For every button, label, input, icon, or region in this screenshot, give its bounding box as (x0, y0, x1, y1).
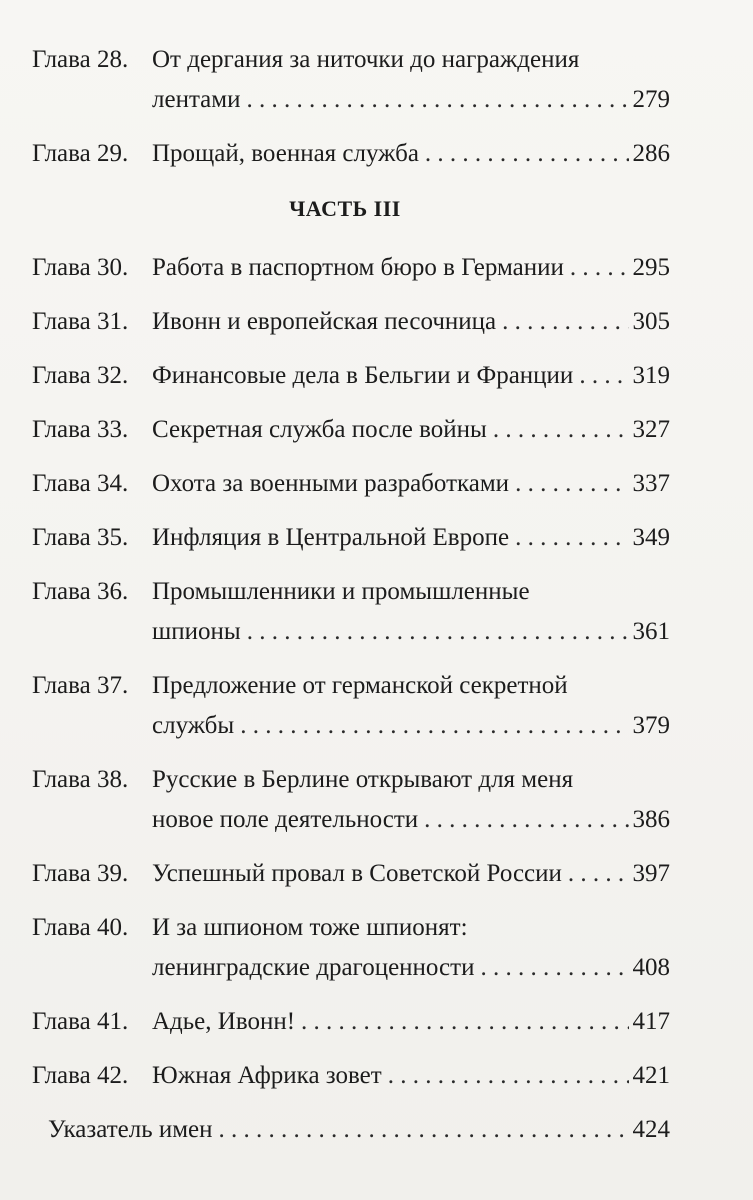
dot-leader (425, 134, 629, 174)
entry-title: шпионы (152, 618, 241, 645)
page-number: 386 (632, 806, 670, 833)
page-number: 295 (632, 254, 670, 281)
chapter-label: Глава 30. (32, 254, 129, 281)
entry-title: Прощай, военная служба (152, 140, 419, 167)
chapter-label: Глава 29. (32, 140, 129, 167)
page-number: 337 (632, 470, 670, 497)
entry-title: Указатель имен (48, 1116, 213, 1143)
dot-leader (219, 1110, 629, 1150)
dot-leader (480, 948, 628, 988)
entry-title: Секретная служба после войны (152, 416, 487, 443)
dot-leader (502, 302, 628, 342)
page-number: 279 (632, 86, 670, 113)
entry-title: ленинградские драгоценности (152, 954, 475, 981)
chapter-label: Глава 32. (32, 362, 129, 389)
page-number: 397 (632, 860, 670, 887)
entry-title: Адье, Ивонн! (152, 1008, 296, 1035)
dot-leader (568, 854, 629, 894)
dot-leader (515, 518, 628, 558)
entry-title: Ивонн и европейская песочница (152, 308, 497, 335)
page-number: 327 (632, 416, 670, 443)
entry-title: Работа в паспортном бюро в Германии (152, 254, 564, 281)
chapter-label: Глава 31. (32, 308, 129, 335)
dot-leader (246, 80, 628, 120)
page-number: 424 (632, 1116, 670, 1143)
page-number: 408 (632, 954, 670, 981)
chapter-label: Глава 35. (32, 524, 129, 551)
chapter-label: Глава 40. (32, 914, 129, 941)
dot-leader (424, 800, 628, 840)
entry-title: Инфляция в Центральной Европе (152, 524, 510, 551)
dot-leader (515, 464, 628, 504)
entry-title: Финансовые дела в Бельгии и Франции (152, 362, 574, 389)
dot-leader (579, 356, 628, 396)
entry-title-line: Промышленники и промышленные (152, 578, 530, 605)
dot-leader (301, 1002, 628, 1042)
dot-leader (388, 1056, 629, 1096)
section-heading: ЧАСТЬ III (289, 196, 401, 221)
entry-title-line: И за шпионом тоже шпионят: (152, 914, 468, 941)
entry-title: лентами (152, 86, 241, 113)
page-number: 421 (632, 1062, 670, 1089)
page-number: 349 (632, 524, 670, 551)
chapter-label: Глава 42. (32, 1062, 129, 1089)
page-number: 305 (632, 308, 670, 335)
chapter-label: Глава 34. (32, 470, 129, 497)
chapter-label: Глава 41. (32, 1008, 129, 1035)
page-number: 286 (632, 140, 670, 167)
entry-title-line: Русские в Берлине открывают для меня (152, 766, 574, 793)
entry-title: службы (152, 712, 235, 739)
chapter-label: Глава 37. (32, 672, 129, 699)
dot-leader (570, 248, 629, 288)
page-number: 319 (632, 362, 670, 389)
page-number: 361 (632, 618, 670, 645)
entry-title: Охота за военными разработками (152, 470, 510, 497)
chapter-label: Глава 38. (32, 766, 129, 793)
entry-title-line: Предложение от германской секретной (152, 672, 568, 699)
dot-leader (247, 612, 629, 652)
dot-leader (240, 706, 628, 746)
page-number: 379 (632, 712, 670, 739)
chapter-label: Глава 36. (32, 578, 129, 605)
chapter-label: Глава 28. (32, 46, 129, 73)
chapter-label: Глава 33. (32, 416, 129, 443)
chapter-label: Глава 39. (32, 860, 129, 887)
page-number: 417 (632, 1008, 670, 1035)
entry-title: новое поле деятельности (152, 806, 419, 833)
entry-title-line: От дергания за ниточки до награждения (152, 46, 580, 73)
dot-leader (493, 410, 629, 450)
entry-title: Южная Африка зовет (152, 1062, 382, 1089)
entry-title: Успешный провал в Советской России (152, 860, 562, 887)
